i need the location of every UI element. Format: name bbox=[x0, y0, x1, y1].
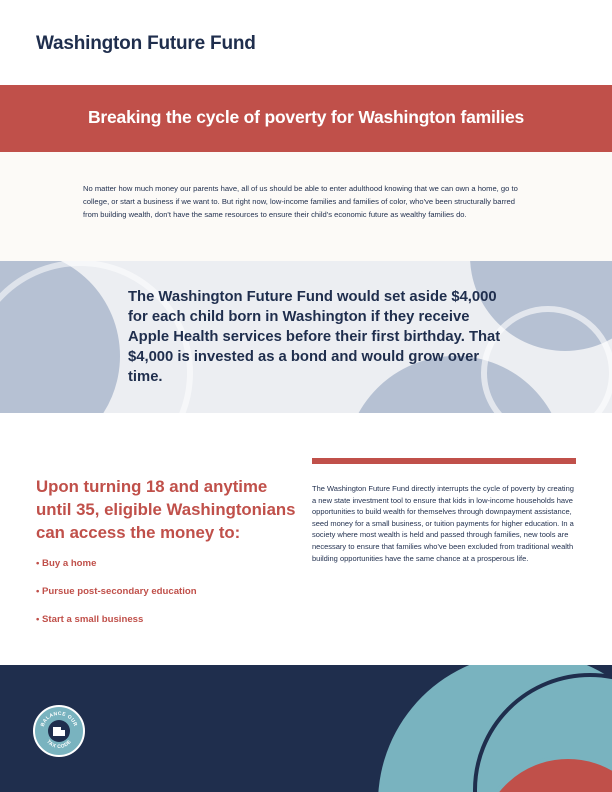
footer bbox=[0, 665, 612, 792]
list-item: • Start a small business bbox=[36, 614, 144, 625]
logo-icon bbox=[35, 707, 83, 755]
divider-rule bbox=[312, 458, 576, 464]
balance-our-tax-code-logo bbox=[33, 705, 85, 757]
list-item: • Pursue post-secondary education bbox=[36, 586, 197, 597]
access-list bbox=[36, 555, 197, 639]
highlight-statement: The Washington Future Fund would set aside $4,000 for each child born in Washington if they receive Apple Health services before their first birthday. That $4,000 is invested as a bond and would grow over time. bbox=[128, 289, 501, 385]
svg-text:TAX CODE: TAX CODE bbox=[45, 738, 73, 751]
svg-text:BALANCE OUR: BALANCE OUR bbox=[39, 710, 79, 728]
title-banner bbox=[0, 85, 612, 152]
page-title: Washington Future Fund bbox=[36, 33, 256, 54]
highlight-section bbox=[0, 261, 612, 413]
access-heading: Upon turning 18 and anytime until 35, eligible Washingtonians can access the money to: bbox=[36, 477, 296, 542]
banner-title: Breaking the cycle of poverty for Washington families bbox=[87, 107, 525, 127]
side-paragraph: The Washington Future Fund directly interrupts the cycle of poverty by creating a new state investment tool to ensure that kids in low-income households have opportunities to build wealth for themselves through downpayment assistance, seed money for a small business, or tuition payments for higher education. In a society where most wealth is held and passed through families, new tools are necessary to ensure that families who've been excluded from traditional wealth building opportunities have the same chance at a prosperous life. bbox=[312, 484, 574, 563]
list-item: • Buy a home bbox=[36, 558, 97, 569]
footer-circles bbox=[0, 665, 612, 792]
intro-paragraph: No matter how much money our parents have, all of us should be able to enter adulthood knowing that we can own a home, go to college, or start a business if we want to. But right now, low-income families and families of color, who've been structurally barred from building wealth, don't have the same resources to ensure their child's economic future as wealthy families do. bbox=[83, 184, 518, 219]
